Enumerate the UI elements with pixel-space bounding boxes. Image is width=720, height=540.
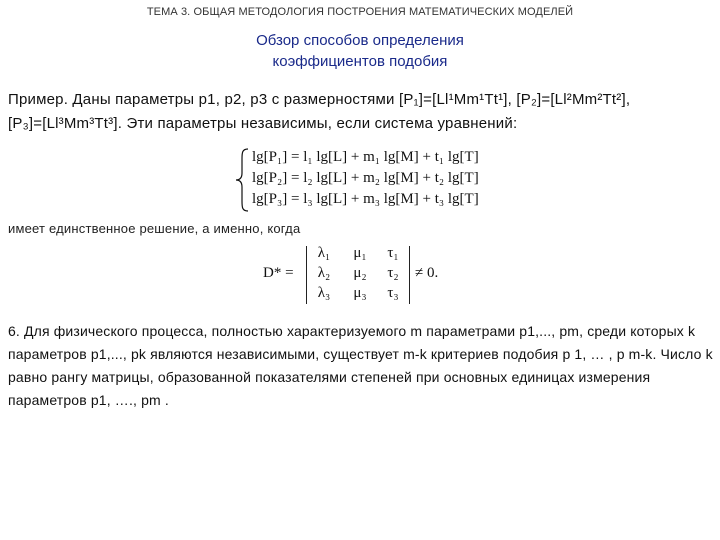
slide-subtitle: [0, 30, 720, 72]
left-brace-icon: [233, 147, 251, 213]
p3-dimension: [P₃]=[Ll³Mm³Tt³]: [8, 115, 118, 132]
determinant-label: D* =: [263, 265, 294, 281]
example-lead: Пример. Даны параметры p1, p2, p3 с размерностями: [8, 91, 399, 108]
point-6-paragraph: 6. Для физического процесса, полностью характеризуемого m параметрами p1,..., pm, среди которых k параметров p1,..., pk являются независимыми, существует m-k критериев подобия p 1, … , p m-k. Число k равно рангу матрицы, образованной показателями степеней при основных единицах измерения параметров p1, …., pm .: [8, 323, 713, 408]
determinant-condition: ≠ 0.: [415, 265, 439, 281]
det-cell: λ₃: [317, 285, 331, 301]
p2-dimension: [P₂]=[Ll²Mm²Tt²],: [516, 91, 631, 108]
equations: [252, 147, 479, 210]
det-cell: τ₂: [387, 265, 399, 281]
det-cell: τ₁: [387, 245, 399, 261]
det-cell: τ₃: [387, 285, 399, 301]
example-tail: . Эти параметры независимы, если система уравнений:: [117, 115, 518, 132]
topic-header: ТЕМА 3. ОБЩАЯ МЕТОДОЛОГИЯ ПОСТРОЕНИЯ МАТЕМАТИЧЕСКИХ МОДЕЛЕЙ: [146, 6, 574, 18]
unique-solution-text: имеет единственное решение, а именно, когда: [8, 221, 301, 236]
det-cell: μ₃: [353, 285, 367, 301]
equation-3: lg[P₃] = l₃ lg[L] + m₃ lg[M] + t₃ lg[T]: [252, 191, 479, 207]
det-cell: λ₁: [317, 245, 331, 261]
example-paragraph: [8, 88, 714, 136]
equation-system: [233, 147, 513, 213]
determinant-right-bar: [409, 246, 410, 304]
det-cell: μ₂: [353, 265, 367, 281]
det-cell: λ₂: [317, 265, 331, 281]
det-cell: μ₁: [353, 245, 367, 261]
equation-2: lg[P₂] = l₂ lg[L] + m₂ lg[M] + t₂ lg[T]: [252, 170, 479, 186]
p1-dimension: [P₁]=[Ll¹Mm¹Tt¹],: [398, 91, 517, 108]
subtitle-line-2: коэффициентов подобия: [272, 53, 448, 70]
equation-1: lg[P₁] = l₁ lg[L] + m₁ lg[M] + t₁ lg[T]: [252, 149, 479, 165]
determinant: [263, 244, 463, 306]
subtitle-line-1: Обзор способов определения: [256, 32, 464, 49]
determinant-left-bar: [306, 246, 307, 304]
